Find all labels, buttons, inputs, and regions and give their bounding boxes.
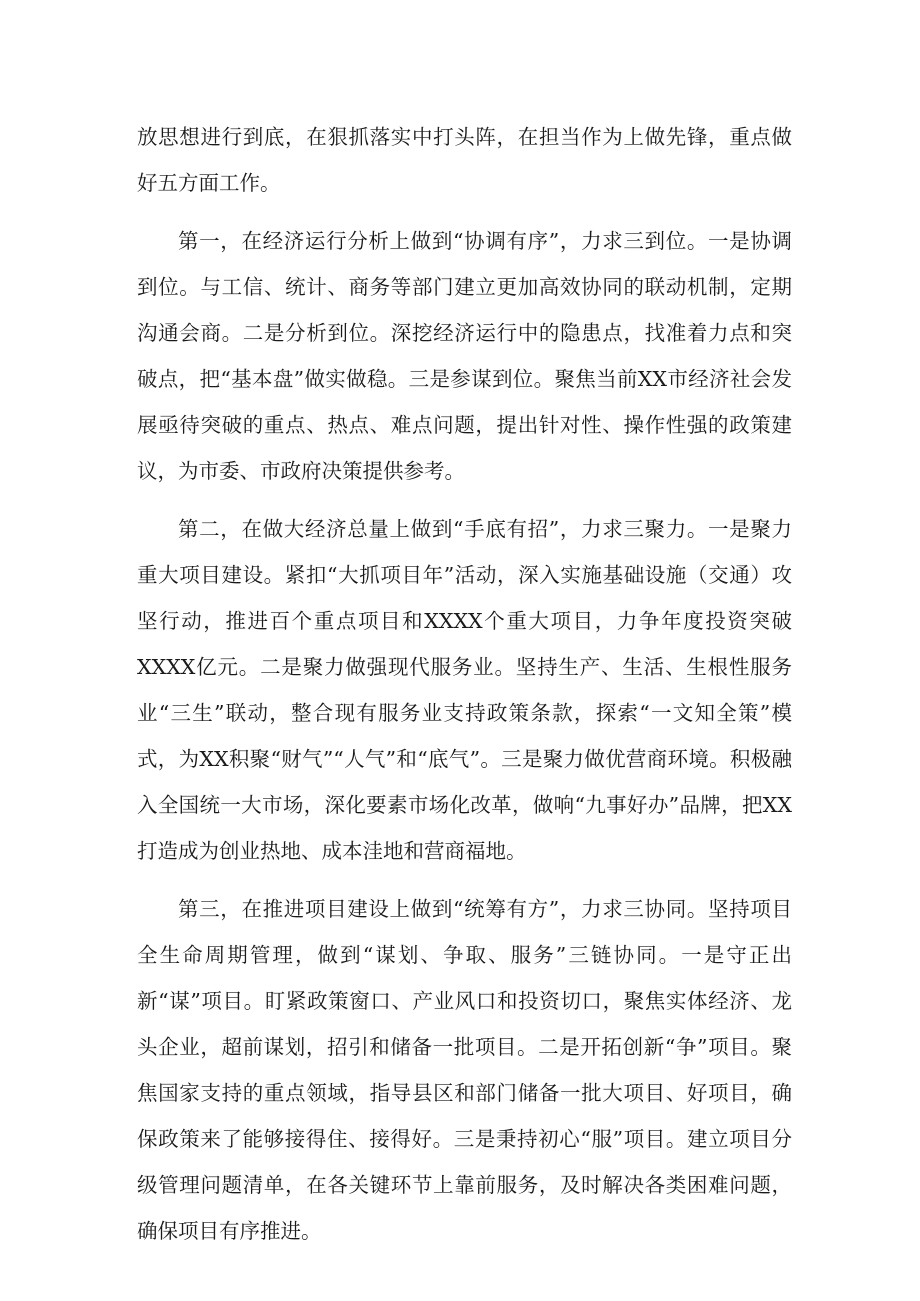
- paragraph-third-point: 第三，在推进项目建设上做到“统筹有方”，力求三协同。坚持项目全生命周期管理，做到“谋划、争取、服务”三链协同。一是守正出新“谋”项目。盯紧政策窗口、产业风口和投资切口，聚焦实体经济、龙头企业，超前谋划，招引和储备一批项目。二是开拓创新“争”项目。聚焦国家支持的重点领域，指导县区和部门储备一批大项目、好项目，确保政策来了能够接得住、接得好。三是秉持初心“服”项目。建立项目分级管理问题清单，在各关键环节上靠前服务，及时解决各类困难问题，确保项目有序推进。: [137, 897, 792, 1243]
- paragraph-second-point: 第二，在做大经济总量上做到“手底有招”，力求三聚力。一是聚力重大项目建设。紧扣“大抓项目年”活动，深入实施基础设施（交通）攻坚行动，推进百个重点项目和XXXX个重大项目，力争年度投资突破XXXX亿元。二是聚力做强现代服务业。坚持生产、生活、生根性服务业“三生”联动，整合现有服务业支持政策条款，探索“一文知全策”模式，为XX积聚“财气”“人气”和“底气”。三是聚力做优营商环境。积极融入全国统一大市场，深化要素市场化改革，做响“九事好办”品牌，把XX打造成为创业热地、成本洼地和营商福地。: [137, 517, 792, 863]
- paragraph-gap: [137, 206, 792, 218]
- paragraph-first-point: 第一，在经济运行分析上做到“协调有序”，力求三到位。一是协调到位。与工信、统计、商务等部门建立更加高效协同的联动机制，定期沟通会商。二是分析到位。深挖经济运行中的隐患点，找准着力点和突破点，把“基本盘”做实做稳。三是参谋到位。聚焦当前XX市经济社会发展亟待突破的重点、热点、难点问题，提出针对性、操作性强的政策建议，为市委、市政府决策提供参考。: [137, 229, 792, 483]
- paragraph-gap: [137, 494, 792, 506]
- paragraph-continuation: 放思想进行到底，在狠抓落实中打头阵，在担当作为上做先锋，重点做好五方面工作。: [137, 125, 792, 195]
- paragraph-gap: [137, 874, 792, 886]
- document-body: [137, 114, 792, 1254]
